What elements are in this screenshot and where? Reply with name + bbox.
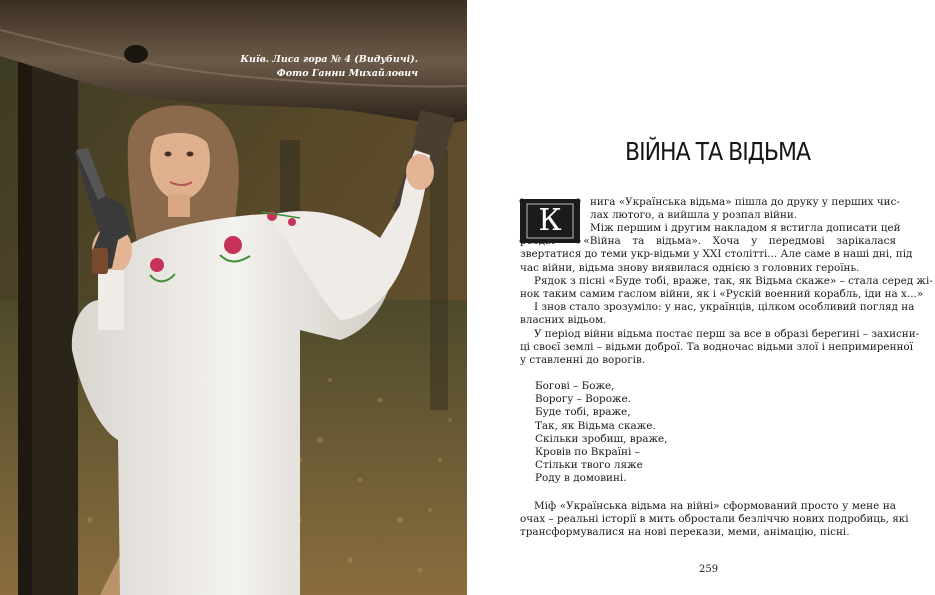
poem-line: Так, як Відьма скаже. bbox=[535, 419, 656, 432]
text-line: звертатися до теми укр-відьми у XXI столітті... Але саме в наші дні, під bbox=[520, 248, 913, 261]
text-line: нок таким самим гаслом війни, як і «Рускій военний корабль, іди на х...» bbox=[520, 288, 924, 301]
text-line: Між першим і другим накладом я встигла дописати цей bbox=[590, 222, 901, 234]
photo-caption bbox=[232, 53, 418, 81]
poem-line: Стільки твого ляже bbox=[535, 459, 643, 472]
text-line: у ставленні до ворогів. bbox=[520, 354, 646, 367]
text-line: очах – реальні історії в мить обростали безліччю нових подробиць, які bbox=[520, 513, 909, 526]
text-line: трансформувалися на нові перекази, меми, анімацію, пісні. bbox=[520, 526, 850, 539]
text-line: У період війни відьма постає перш за все в образі берегині – захисни- bbox=[534, 327, 920, 340]
text-line: час війни, відьма знову виявилася однією з головних героїнь. bbox=[520, 261, 860, 274]
text-line: лах лютого, а вийшла у розпал війни. bbox=[590, 209, 798, 222]
chapter-title: ВІЙНА ТА ВІДЬМА bbox=[625, 138, 810, 167]
poem bbox=[535, 380, 667, 486]
text-line: власних відьом. bbox=[520, 314, 607, 327]
caption-location: Київ. Лиса гора № 4 (Видубичі). bbox=[240, 54, 418, 65]
poem-line: Буде тобі, враже, bbox=[535, 406, 631, 419]
poem-line: Богові – Боже, bbox=[535, 380, 615, 392]
drop-cap-letter: К bbox=[538, 203, 562, 238]
text-line: Рядок з пісні «Буде тобі, враже, так, як Відьма скаже» – стала серед жі- bbox=[534, 274, 933, 287]
photo-woman-with-revolver bbox=[0, 0, 467, 595]
poem-line: Роду в домовині. bbox=[535, 472, 627, 485]
poem-line: Скільки зробиш, враже, bbox=[535, 432, 668, 445]
main-paragraphs bbox=[520, 222, 933, 367]
intro-text bbox=[590, 196, 900, 222]
photo-page bbox=[0, 0, 467, 595]
text-line: І знов стало зрозуміло: у нас, українців, цілком особливий погляд на bbox=[534, 301, 915, 314]
poem-line: Ворогу – Вороже. bbox=[535, 393, 631, 406]
text-line: Міф «Українська відьма на війні» сформований просто у мене на bbox=[534, 500, 896, 512]
text-line: ці своєї землі – відьми доброї. Та водночас відьми злої і непримиренної bbox=[520, 340, 914, 353]
closing-paragraph bbox=[520, 500, 909, 540]
text-line: розділ – «Війна та відьма». Хоча у передмові зарікалася bbox=[520, 235, 896, 248]
page-number: 259 bbox=[699, 564, 719, 575]
caption-photographer: Фото Ганни Михайлович bbox=[276, 68, 418, 79]
poem-line: Кровів по Вкраїні – bbox=[535, 446, 640, 459]
text-line: нига «Українська відьма» пішла до друку у перших чис- bbox=[590, 196, 900, 208]
